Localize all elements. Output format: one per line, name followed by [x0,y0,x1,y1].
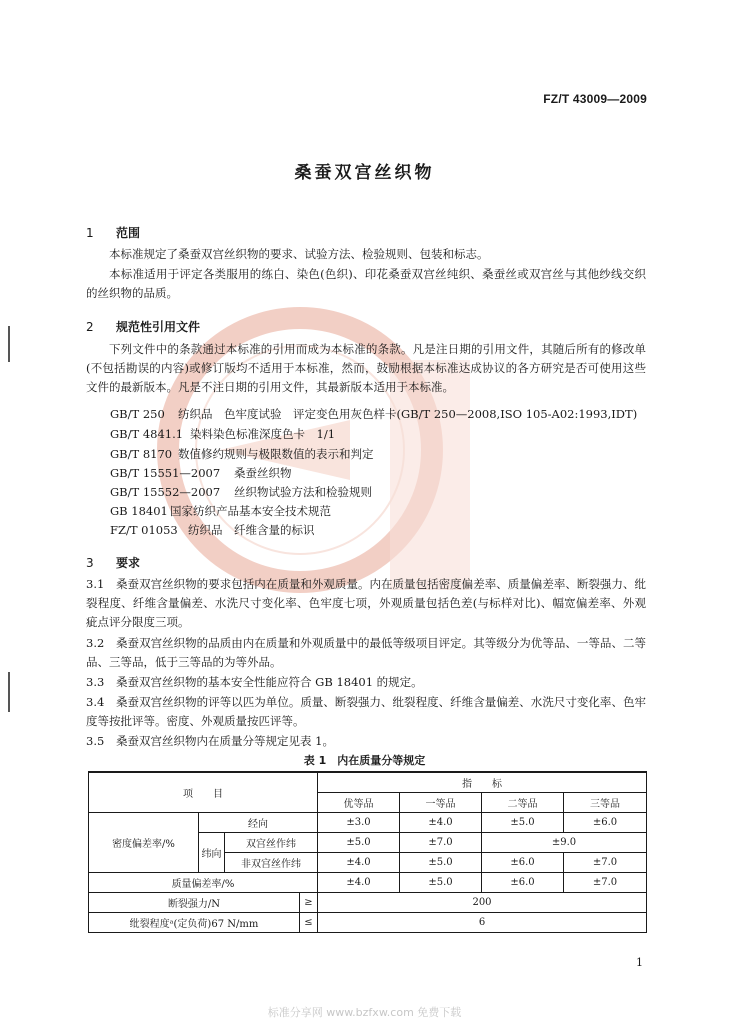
reference-item [110,406,637,422]
reference-title: 数值修约规则与极限数值的表示和判定 [178,447,374,461]
table-cell: ±4.0 [318,853,400,873]
table-cell: ±4.0 [400,813,482,833]
reference-item [110,426,335,442]
table-cell: 6 [318,913,647,933]
requirement-clause [86,693,646,731]
reference-title: 丝织物试验方法和检验规则 [234,485,372,499]
header-indicator: 指 标 [318,772,647,793]
reference-code: GB/T 15552—2007 [110,485,221,499]
table-header-row [89,772,647,793]
clause-text: 桑蚕双宫丝织物内在质量分等规定见表 1。 [116,734,334,748]
section-heading-scope [86,224,140,241]
reference-item [110,503,331,519]
row-label-mass: 质量偏差率/% [89,873,318,893]
header-grade: 二等品 [482,793,564,813]
row-label-density: 密度偏差率/% [89,813,199,873]
section-number: 2 [86,320,94,334]
reference-title: 纺织品 色牢度试验 评定变色用灰色样卡(GB/T 250—2008,ISO 105-A02:1993,IDT) [178,407,638,421]
table-cell: ±5.0 [400,873,482,893]
table-cell: ±7.0 [564,853,647,873]
table-row [89,913,647,933]
scope-paragraph: 本标准适用于评定各类服用的练白、染色(色织)、印花桑蚕双宫丝纯织、桑蚕丝或双宫丝与其他纱线交织的丝织物的品质。 [86,267,646,300]
table-cell: ±5.0 [400,853,482,873]
section-number: 3 [86,556,94,570]
reference-code: GB/T 15551—2007 [110,466,221,480]
table-cell: ±5.0 [482,813,564,833]
header-grade: 三等品 [564,793,647,813]
table-row [89,893,647,913]
clause-number: 3.5 [86,734,105,748]
table-row [89,873,647,893]
comparison-operator: ≥ [300,893,318,913]
table-cell: 200 [318,893,647,913]
header-grade: 优等品 [318,793,400,813]
section-heading-requirements [86,554,140,571]
scope-paragraph: 本标准规定了桑蚕双宫丝织物的要求、试验方法、检验规则、包装和标志。 [109,247,489,261]
section-title: 要求 [116,556,141,570]
clause-number: 3.4 [86,695,105,709]
references-intro: 下列文件中的条款通过本标准的引用而成为本标准的条款。凡是注日期的引用文件，其随后所有的修改单(不包括勘误的内容)或修订版均不适用于本标准，然而，鼓励根据本标准达成协议的各方研究是否可使用这些文件的最新版本。凡是不注日期的引用文件，其最新版本适用于本标准。 [86,342,646,394]
section-heading-references [86,318,200,335]
reference-code: GB/T 250 [110,407,165,421]
row-label-weft: 纬向 [199,833,225,873]
reference-title: 国家纺织产品基本安全技术规范 [170,504,331,518]
footer-watermark-text: 标准分享网 www.bzfxw.com 免费下载 [267,1006,462,1019]
requirement-clause [86,732,646,751]
reference-code: FZ/T 01053 [110,523,178,537]
section-title: 规范性引用文件 [116,320,201,334]
clause-text: 桑蚕双宫丝织物的要求包括内在质量和外观质量。内在质量包括密度偏差率、质量偏差率、断裂强力、纰裂程度、纤维含量偏差、水洗尺寸变化率、色牢度七项，外观质量包括色差(与标样对比)、幅宽偏差率、外观疵点评分限度三项。 [86,577,646,629]
scan-margin-mark [8,326,10,362]
reference-code: GB/T 8170 [110,447,173,461]
requirement-clause [86,634,646,672]
row-label-weft-non-double: 非双宫丝作纬 [225,853,318,873]
reference-title: 桑蚕丝织物 [234,466,292,480]
reference-item [110,465,292,481]
clause-text: 桑蚕双宫丝织物的品质由内在质量和外观质量中的最低等级项目评定。其等级分为优等品、一等品、二等品、三等品，低于三等品的为等外品。 [86,636,646,669]
header-item: 项 目 [89,772,318,813]
reference-item [110,484,372,500]
row-label-strength: 断裂强力/N [89,893,300,913]
row-label-weft-double: 双宫丝作纬 [225,833,318,853]
table-cell: ±7.0 [400,833,482,853]
comparison-operator: ≤ [300,913,318,933]
table-row [89,813,647,833]
table-caption: 表 1 内在质量分等规定 [303,754,426,767]
clause-number: 3.3 [86,675,105,689]
standard-number: FZ/T 43009—2009 [543,92,647,106]
requirement-clause [86,673,646,692]
table-cell: ±7.0 [564,873,647,893]
reference-title: 纺织品 纤维含量的标识 [188,523,315,537]
reference-code: GB 18401 [110,504,168,518]
table-cell: ±5.0 [318,833,400,853]
section-title: 范围 [116,226,141,240]
reference-item [110,446,374,462]
row-label-warp: 经向 [199,813,318,833]
clause-text: 桑蚕双宫丝织物的基本安全性能应符合 GB 18401 的规定。 [116,675,423,689]
row-label-seam-slippage: 纰裂程度ᵃ(定负荷)67 N/mm [89,913,300,933]
clause-text: 桑蚕双宫丝织物的评等以匹为单位。质量、断裂强力、纰裂程度、纤维含量偏差、水洗尺寸变化率、色牢度等按批评等。密度、外观质量按匹评等。 [86,695,646,728]
table-cell: ±9.0 [482,833,647,853]
document-title: 桑蚕双宫丝织物 [294,163,435,183]
table-cell: ±3.0 [318,813,400,833]
table-cell: ±6.0 [482,853,564,873]
clause-number: 3.1 [86,577,105,591]
header-grade: 一等品 [400,793,482,813]
requirement-clause [86,575,646,632]
section-number: 1 [86,226,94,240]
page-number: 1 [636,956,643,969]
clause-number: 3.2 [86,636,105,650]
reference-item [110,522,315,538]
table-cell: ±6.0 [564,813,647,833]
scan-margin-mark [8,672,10,712]
reference-title: 染料染色标准深度色卡 1/1 [190,427,336,441]
table-cell: ±6.0 [482,873,564,893]
reference-code: GB/T 4841.1 [110,427,184,441]
quality-grade-table [88,771,647,933]
table-cell: ±4.0 [318,873,400,893]
